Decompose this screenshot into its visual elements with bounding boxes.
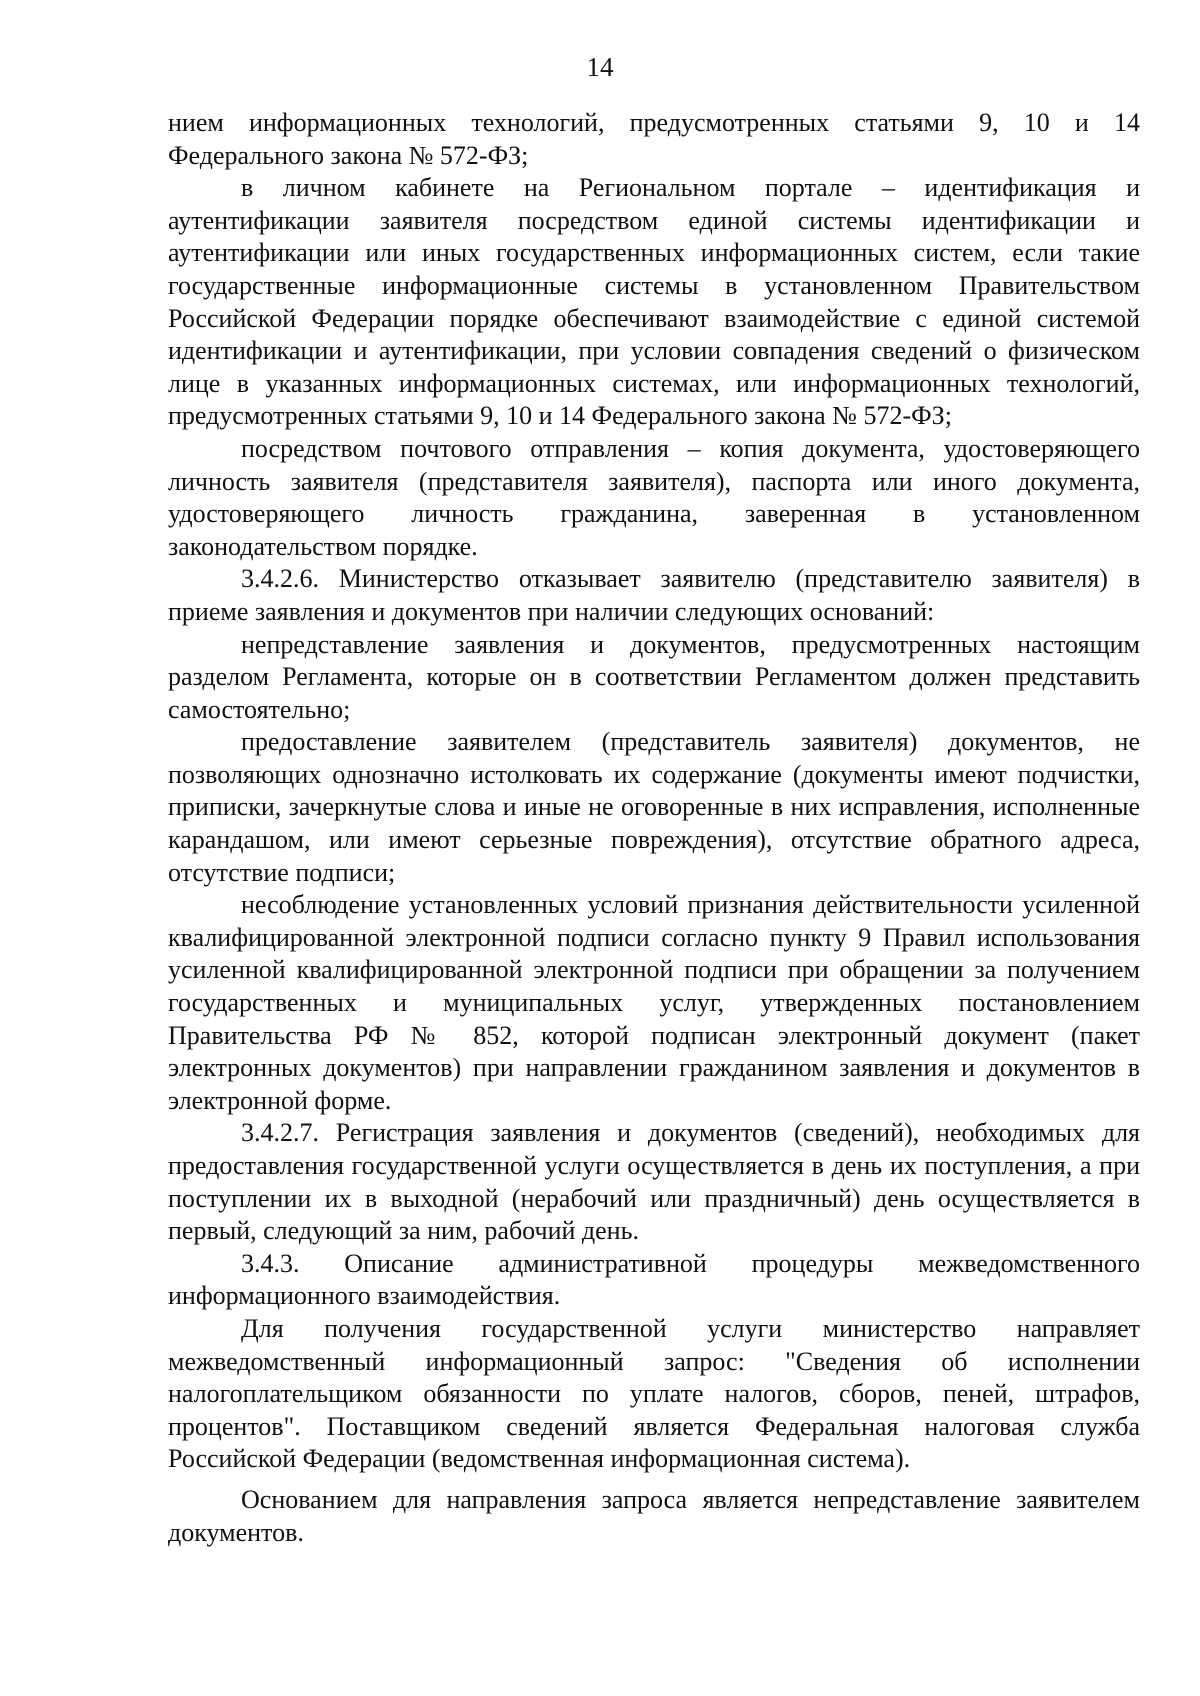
- paragraph-ambiguous-documents: предоставление заявителем (представитель заявителя) документов, не позволяющих однозначно истолковать их содержание (документы имеют подчистки, приписки, зачеркнутые слова и иные не оговоренные в них исправления, исполненные карандашом, или имеют серьезные повреждения), отсутствие обратного адреса, отсутствие подписи;: [168, 727, 1140, 887]
- page-number: 14: [586, 52, 614, 82]
- paragraph-signature-conditions: несоблюдение установленных условий признания действительности усиленной квалифицированной электронной подписи согласно пункту 9 Правил использования усиленной квалифицированной электронной подписи при обращении за получением государственных и муниципальных услуг, утвержденных постановлением Правительства РФ № 852, которой подписан электронный документ (пакет электронных документов) при направлении гражданином заявления и документов в электронной форме.: [168, 890, 1140, 1115]
- paragraph-continuation: нием информационных технологий, предусмотренных статьями 9, 10 и 14 Федерального закона № 572-ФЗ;: [168, 108, 1140, 170]
- paragraph-postal: посредством почтового отправления – копия документа, удостоверяющего личность заявителя (представителя заявителя), паспорта или иного документа, удостоверяющего личность гражданина, заверенная в установленном законодательством порядке.: [168, 433, 1140, 561]
- paragraph-3-4-2-7: 3.4.2.7. Регистрация заявления и документов (сведений), необходимых для предоставления государственной услуги осуществляется в день их поступления, а при поступлении их в выходной (нерабочий или праздничный) день осуществляется в первый, следующий за ним, рабочий день.: [168, 1118, 1140, 1246]
- paragraph-interagency-request: Для получения государственной услуги министерство направляет межведомственный информационный запрос: "Сведения об исполнении налогоплательщиком обязанности по уплате налогов, сборов, пеней, штрафов, процентов". Поставщиком сведений является Федеральная налоговая служба Российской Федерации (ведомственная информационная система).: [168, 1313, 1140, 1474]
- paragraph-3-4-3: 3.4.3. Описание административной процедуры межведомственного информационного взаимодействия.: [168, 1248, 1140, 1311]
- paragraph-request-basis: Основанием для направления запроса является непредставление заявителем документов.: [168, 1484, 1140, 1547]
- paragraph-non-submission: непредставление заявления и документов, предусмотренных настоящим разделом Регламента, которые он в соответствии Регламентом должен представить самостоятельно;: [168, 629, 1140, 724]
- paragraph-personal-cabinet: в личном кабинете на Региональном портале – идентификация и аутентификации заявителя посредством единой системы идентификации и аутентификации или иных государственных информационных систем, если такие государственные информационные системы в установленном Правительством Российской Федерации порядке обеспечивают взаимодействие с единой системой идентификации и аутентификации, при условии совпадения сведений о физическом лице в указанных информационных системах, или информационных технологий, предусмотренных статьями 9, 10 и 14 Федерального закона № 572-ФЗ;: [168, 173, 1140, 431]
- paragraph-3-4-2-6: 3.4.2.6. Министерство отказывает заявителю (представителю заявителя) в приеме заявления и документов при наличии следующих оснований:: [168, 564, 1140, 626]
- document-body: [168, 107, 1140, 1549]
